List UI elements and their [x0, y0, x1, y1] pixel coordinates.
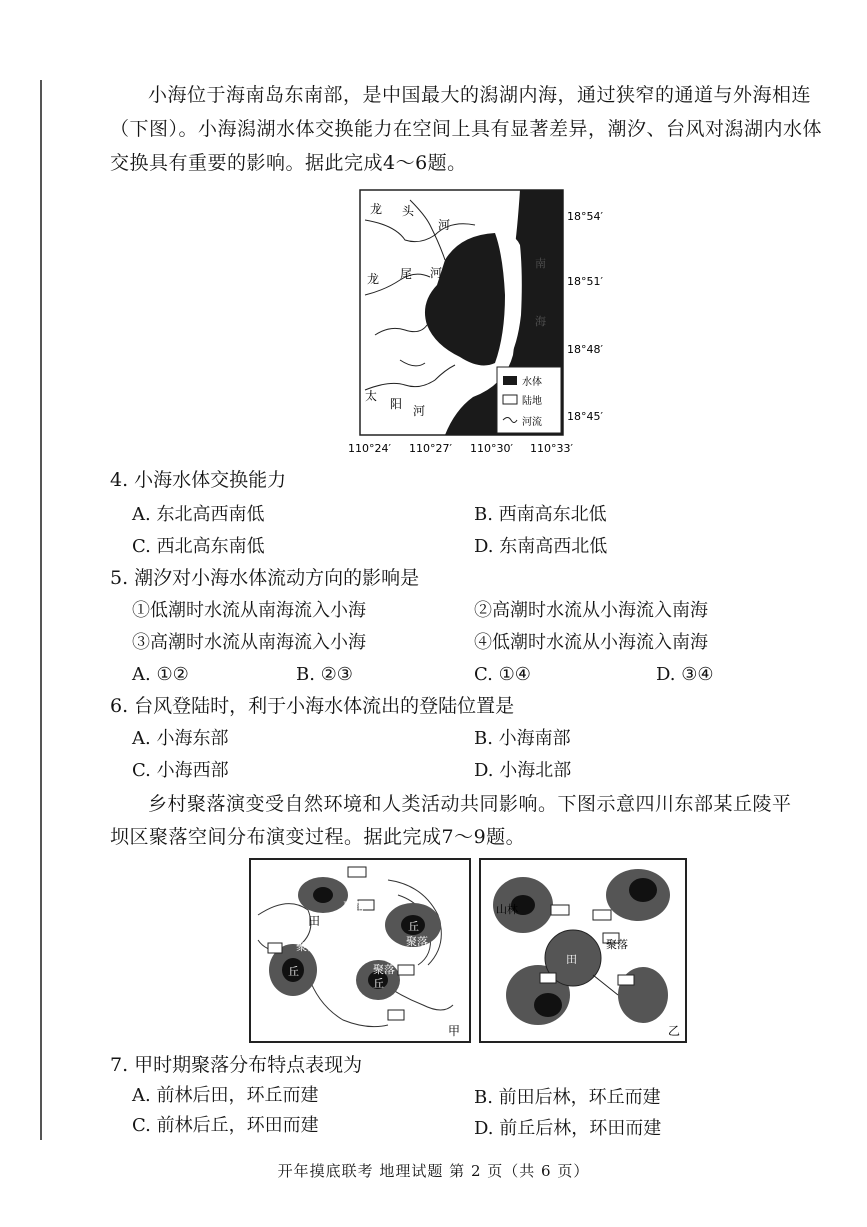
lon-1: 110°24′: [348, 442, 391, 455]
jia-juluo-1: 聚落: [343, 900, 365, 913]
q6-option-a: A. 小海东部: [132, 728, 229, 749]
q4-option-b: B. 西南高东北低: [474, 504, 607, 525]
house-1: [348, 867, 366, 877]
label-hai: 海: [535, 315, 546, 328]
lon-3: 110°30′: [470, 442, 513, 455]
legend-water: 水体: [522, 377, 542, 388]
q5-option-b: B. ②③: [296, 664, 353, 685]
lat-3: 18°48′: [567, 343, 603, 356]
yi-juluo: 聚落: [606, 938, 628, 951]
jia-juluo-3: 聚落: [296, 940, 318, 953]
intro1-line3: 交换具有重要的影响。据此完成4～6题。: [110, 152, 467, 174]
margin-line: [40, 80, 42, 1140]
q7-option-c: C. 前林后丘，环田而建: [132, 1115, 319, 1136]
lat-1: 18°54′: [567, 210, 603, 223]
house-4: [398, 965, 414, 975]
lat-2: 18°51′: [567, 275, 603, 288]
lon-2: 110°27′: [409, 442, 452, 455]
panel-yi: [480, 859, 686, 1042]
label-he3: 河: [413, 404, 426, 418]
label-nan: 南: [535, 257, 546, 270]
q7-stem: 7. 甲时期聚落分布特点表现为: [110, 1054, 363, 1076]
yi-house-2: [593, 910, 611, 920]
jia-qiu-2: 丘: [373, 977, 384, 990]
q5-option-c: C. ①④: [474, 664, 531, 685]
jia-qiu-1: 丘: [288, 965, 299, 978]
q5-statement-4: ④低潮时水流从小海流入南海: [474, 632, 708, 653]
q7-option-b: B. 前田后林，环丘而建: [474, 1087, 661, 1108]
q6-option-b: B. 小海南部: [474, 728, 571, 749]
jia-juluo-4: 聚落: [373, 963, 395, 976]
intro2-line2: 坝区聚落空间分布演变过程。据此完成7～9题。: [110, 826, 526, 848]
yi-shanlin: 山林: [496, 903, 518, 916]
legend-river: 河流: [522, 417, 542, 428]
q5-option-a: A. ①②: [132, 664, 189, 685]
settlement-diagrams: [248, 855, 688, 1045]
q5-stem: 5. 潮汐对小海水体流动方向的影响是: [110, 567, 420, 589]
q5-option-d: D. ③④: [656, 664, 714, 685]
label-he2: 河: [430, 266, 443, 280]
house-5: [388, 1010, 404, 1020]
legend-land-swatch: [503, 395, 517, 404]
lon-4: 110°33′: [530, 442, 573, 455]
label-long2: 龙: [367, 272, 380, 286]
q4-option-a: A. 东北高西南低: [132, 504, 265, 525]
label-wei: 尾: [400, 267, 413, 281]
label-tai: 太: [365, 389, 378, 403]
q4-option-c: C. 西北高东南低: [132, 536, 265, 557]
label-long1: 龙: [370, 202, 383, 216]
intro1-line2: （下图）。小海潟湖水体交换能力在空间上具有显著差异，潮汐、台风对潟湖内水体: [110, 118, 823, 140]
jia-tian-1: 田: [308, 914, 321, 928]
legend-land: 陆地: [522, 396, 542, 407]
q6-option-d: D. 小海北部: [474, 760, 572, 781]
q6-stem: 6. 台风登陆时，利于小海水体流出的登陆位置是: [110, 695, 515, 717]
label-he1: 河: [438, 218, 451, 232]
lat-4: 18°45′: [567, 410, 603, 423]
yi-house-1: [551, 905, 569, 915]
intro1-line1: 小海位于海南岛东南部，是中国最大的潟湖内海，通过狭窄的通道与外海相连: [148, 84, 812, 106]
label-tou: 头: [402, 204, 415, 218]
yi-tian: 田: [566, 953, 577, 966]
q7-option-a: A. 前林后田，环丘而建: [132, 1085, 319, 1106]
q4-option-d: D. 东南高西北低: [474, 536, 608, 557]
jia-juluo-2: 聚落: [406, 935, 428, 948]
legend-water-swatch: [503, 376, 517, 385]
q7-option-d: D. 前丘后林，环田而建: [474, 1118, 662, 1139]
jia-qiu-3: 丘: [408, 920, 419, 933]
intro2-line1: 乡村聚落演变受自然环境和人类活动共同影响。下图示意四川东部某丘陵平: [148, 793, 792, 815]
page-footer: 开年摸底联考 地理试题 第 2 页（共 6 页）: [277, 1162, 590, 1180]
hill-core-1: [313, 887, 333, 903]
panel-yi-tag: 乙: [668, 1024, 681, 1038]
yi-house-5: [618, 975, 634, 985]
panel-jia: [250, 859, 470, 1042]
q5-statement-2: ②高潮时水流从小海流入南海: [474, 600, 708, 621]
q4-stem: 4. 小海水体交换能力: [110, 469, 287, 491]
yi-core-2: [629, 878, 657, 902]
q5-statement-3: ③高潮时水流从南海流入小海: [132, 632, 366, 653]
panel-jia-tag: 甲: [448, 1024, 461, 1038]
yi-house-4: [540, 973, 556, 983]
q6-option-c: C. 小海西部: [132, 760, 229, 781]
q5-statement-1: ①低潮时水流从南海流入小海: [132, 600, 366, 621]
yi-core-3: [534, 993, 562, 1017]
label-yang: 阳: [390, 397, 403, 411]
xiaohai-map: [345, 185, 603, 455]
house-3: [268, 943, 282, 953]
